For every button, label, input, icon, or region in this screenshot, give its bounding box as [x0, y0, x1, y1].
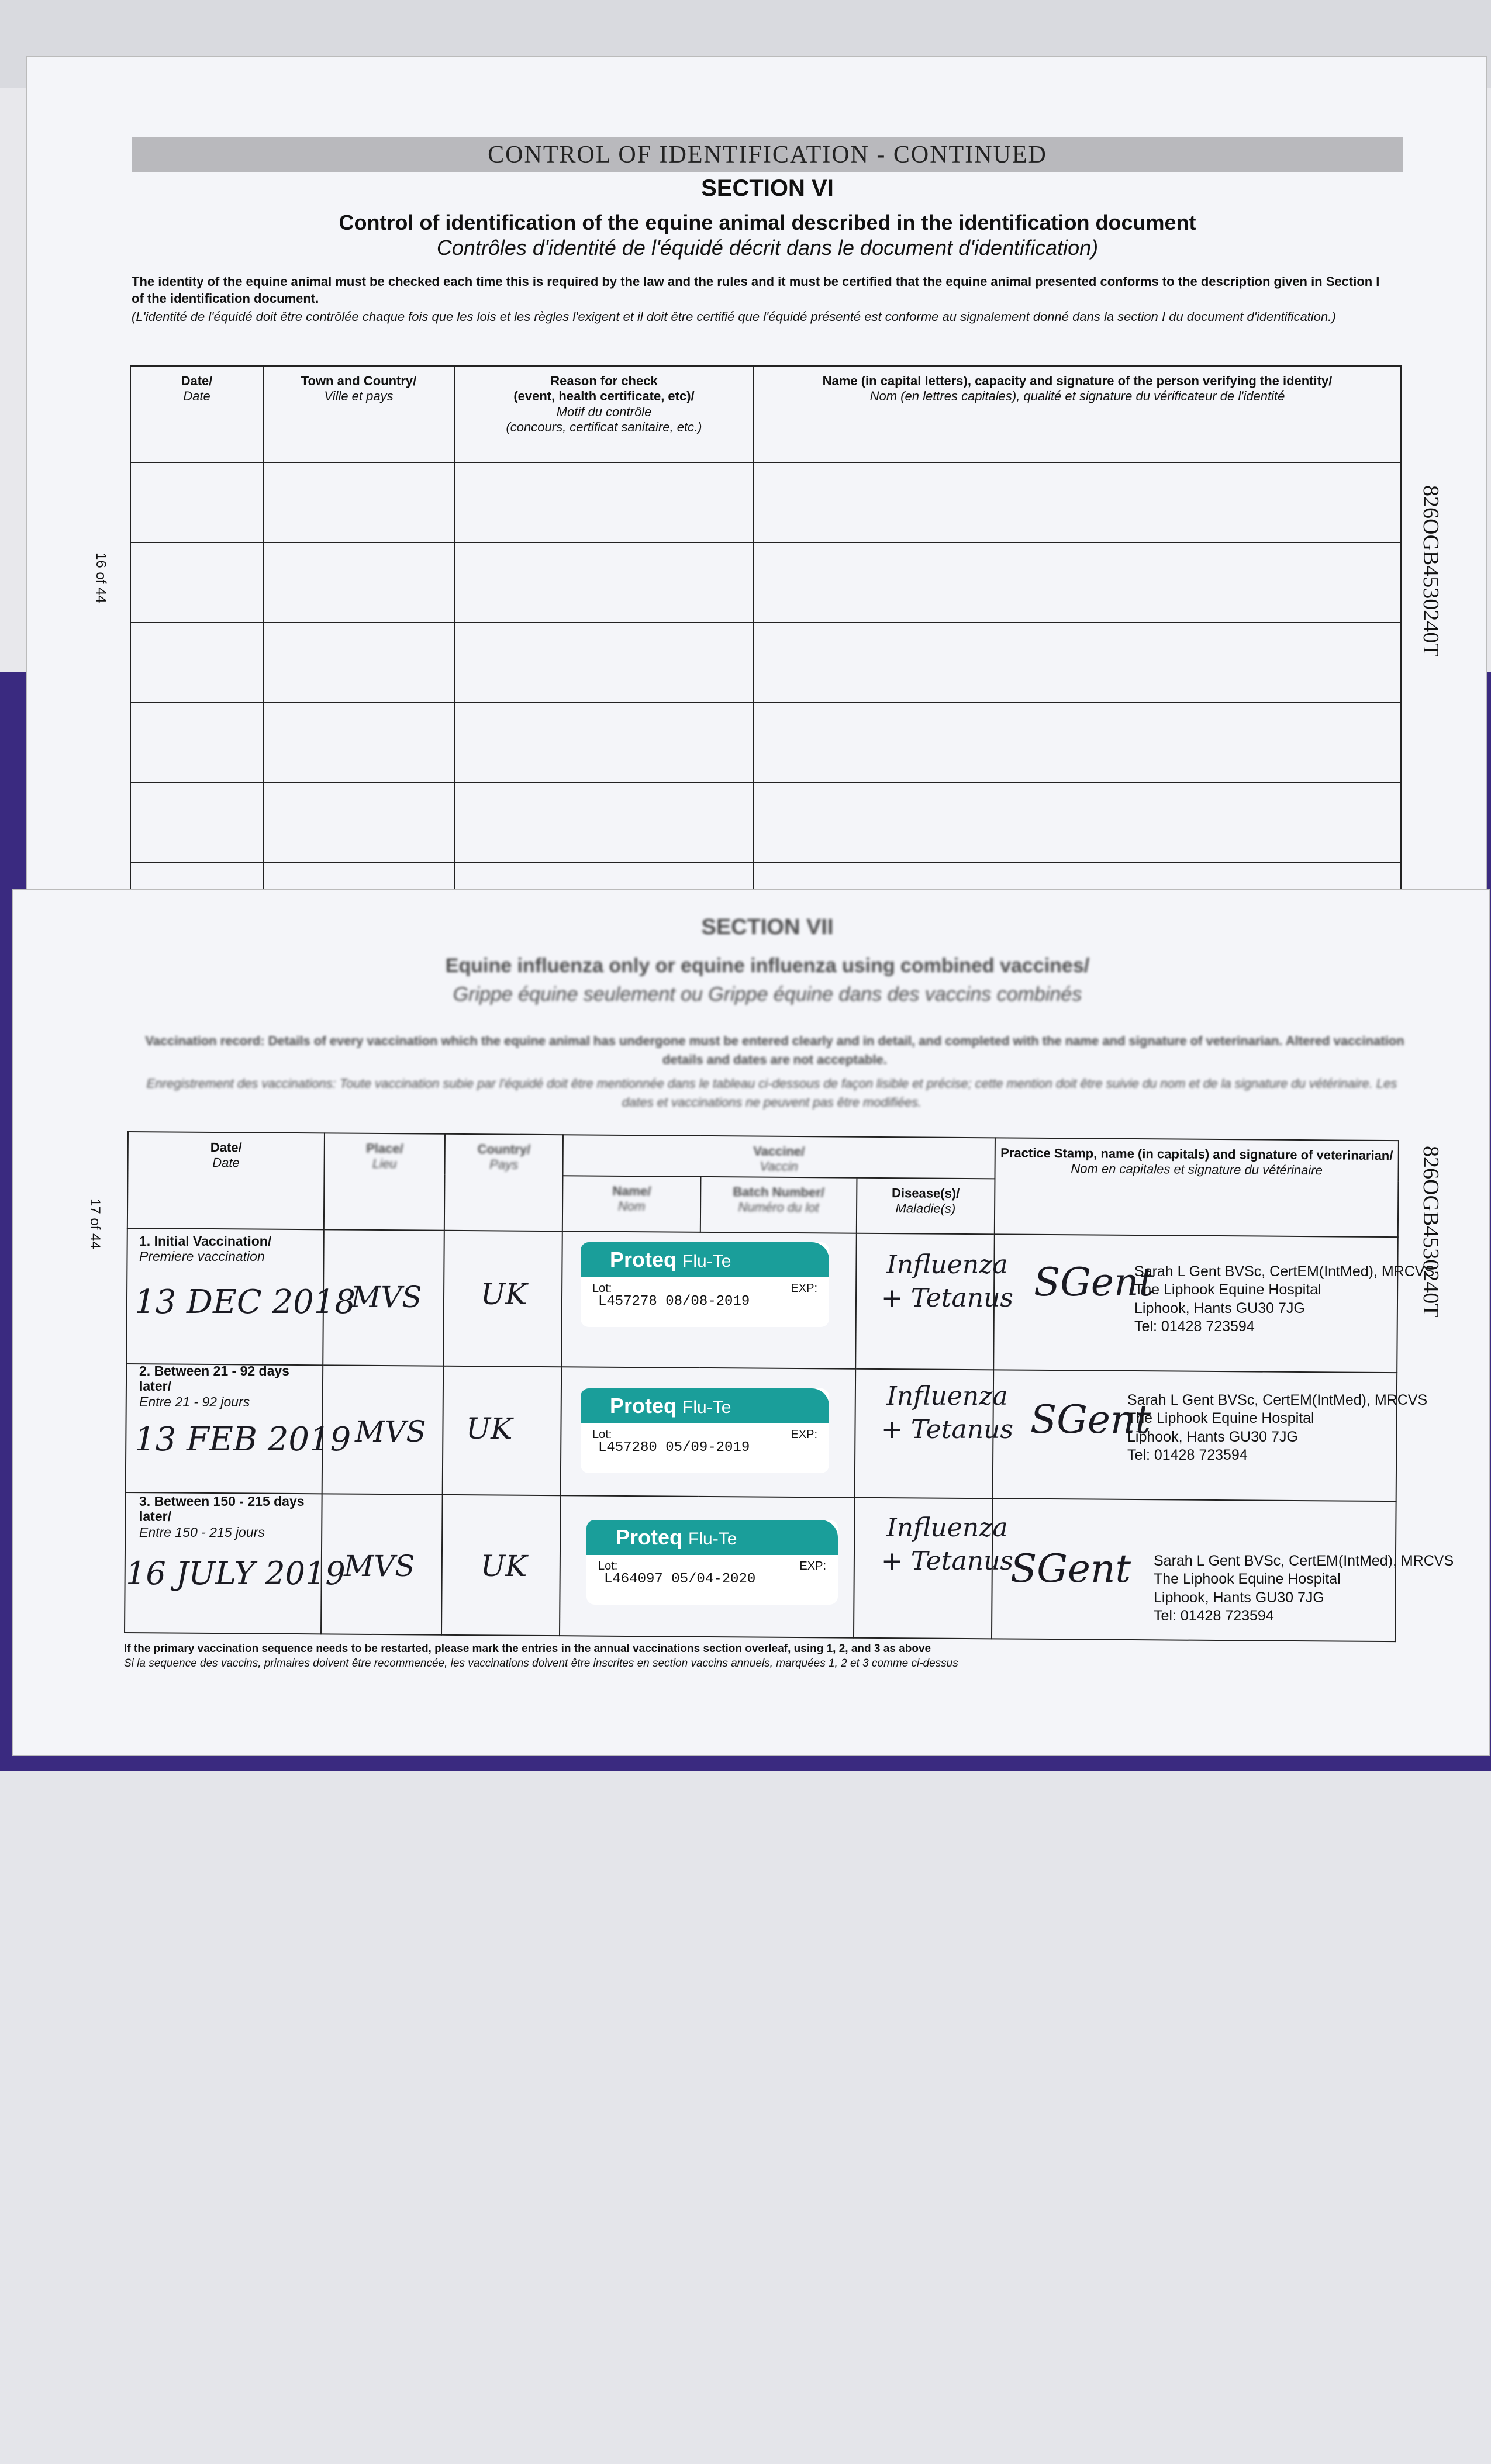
- col-date: Date/ Date: [130, 366, 263, 462]
- banner-control-identification: CONTROL OF IDENTIFICATION - CONTINUED: [132, 137, 1403, 172]
- row1-date: 13 DEC 2018: [134, 1283, 356, 1321]
- table-row: [130, 623, 1401, 703]
- row1-vaccine-brand: Proteq Flu-Te: [581, 1242, 829, 1277]
- row1-country: UK: [481, 1277, 527, 1311]
- row2-disease: Influenza + Tetanus: [881, 1381, 1013, 1445]
- identity-check-table: [130, 365, 1402, 896]
- section-vi-title-fr: Contrôles d'identité de l'équidé décrit dans le document d'identification): [436, 236, 1099, 260]
- table-row: [130, 783, 1401, 863]
- row3-signature: SGent: [1010, 1546, 1131, 1591]
- col-batch-number: Batch Number/ Numéro du lot: [700, 1177, 857, 1233]
- col-disease: Disease(s)/ Maladie(s): [856, 1178, 995, 1235]
- scan-background-bottom: [0, 1771, 1491, 2464]
- col-place: Place/ Lieu: [324, 1133, 446, 1230]
- row1-place: MVS: [351, 1280, 422, 1314]
- col-country: Country/ Pays: [444, 1134, 563, 1231]
- row3-vaccine-brand: Proteq Flu-Te: [586, 1520, 838, 1555]
- row1-practice-stamp: Sarah L Gent BVSc, CertEM(IntMed), MRCVS The Liphook Equine Hospital Liphook, Hants GU30 7JG Tel: 01428 723594: [1134, 1263, 1435, 1335]
- row3-vaccine-sticker: Proteq Flu-Te Lot: EXP: L464097 05/04-2020: [586, 1520, 838, 1605]
- table-row: [130, 703, 1401, 783]
- col-town-country: Town and Country/ Ville et pays: [263, 366, 454, 462]
- row2-date: 13 FEB 2019: [134, 1421, 351, 1459]
- row2-signature: SGent: [1030, 1397, 1151, 1442]
- section-vi-intro-en: The identity of the equine animal must be checked each time this is required by the law and the rules and it must be certified that the equine animal presented conforms to the description given in Section I of the identification document.: [132, 274, 1380, 306]
- row1-disease: Influenza + Tetanus: [881, 1250, 1013, 1314]
- section-vii-title-fr: Grippe équine seulement ou Grippe équine dans des vaccins combinés: [453, 983, 1082, 1005]
- row3-batch: L464097 05/04-2020: [604, 1571, 756, 1587]
- row2-vaccine-brand: Proteq Flu-Te: [581, 1388, 829, 1423]
- vaccination-record-fr: Enregistrement des vaccinations: Toute vaccination subie par l'équidé doit être mentionnée dans le tableau ci-dessous de façon lisible et précise; cette mention doit être suivie du nom et de la signature du vétérinaire. Les dates et vaccinations ne peuvent pas être modifiées.: [146, 1076, 1397, 1110]
- document-number-top: 826OGB4530240T: [1418, 485, 1443, 657]
- section-vii-title-en: Equine influenza only or equine influenza using combined vaccines/: [445, 955, 1090, 977]
- row2-label: 2. Between 21 - 92 days later/ Entre 21 - 92 jours: [139, 1363, 289, 1409]
- row3-practice-stamp: Sarah L Gent BVSc, CertEM(IntMed), MRCVS The Liphook Equine Hospital Liphook, Hants GU30 7JG Tel: 01428 723594: [1154, 1553, 1454, 1624]
- section-vi-heading: SECTION VI: [701, 175, 834, 201]
- row1-signature: SGent: [1034, 1260, 1155, 1305]
- vaccination-record-en: Vaccination record: Details of every vaccination which the equine animal has undergone must be entered clearly and in detail, and completed with the name and signature of veterinarian. Altered vaccination details and dates are not acceptable.: [145, 1034, 1404, 1067]
- col-vacc-date: Date/ Date: [127, 1132, 325, 1229]
- row1-label: 1. Initial Vaccination/ Premiere vaccination: [139, 1233, 272, 1264]
- table-row: [130, 542, 1401, 623]
- page-number-17: 17 of 44: [87, 1198, 103, 1249]
- page-number-16: 16 of 44: [93, 552, 109, 603]
- col-reason: Reason for check (event, health certificate, etc)/ Motif du contrôle (concours, certificat sanitaire, etc.): [454, 366, 754, 462]
- section-vi-intro-fr: (L'identité de l'équidé doit être contrôlée chaque fois que les lois et les règles l'exigent et il doit être certifié que l'équidé présenté est conforme au signalement donné dans la section I du document d'identification.): [132, 309, 1336, 324]
- document-number-bottom: 826OGB4530240T: [1418, 1146, 1443, 1318]
- table-row: [130, 462, 1401, 542]
- row1-batch: L457278 08/08-2019: [598, 1294, 750, 1309]
- section-vi-title-en: Control of identification of the equine animal described in the identification document: [339, 210, 1196, 234]
- row3-disease: Influenza + Tetanus: [881, 1513, 1013, 1577]
- col-vaccine-name: Name/ Nom: [562, 1176, 701, 1232]
- col-verifier: Name (in capital letters), capacity and signature of the person verifying the identity/ Nom (en lettres capitales), qualité et signature du vérificateur de l'identité: [754, 366, 1401, 462]
- footnote-fr: Si la sequence des vaccins, primaires doivent être recommencée, les vaccinations doivent être inscrites en section vaccins annuels, marquées 1, 2 et 3 comme ci-dessus: [124, 1657, 958, 1670]
- row3-place: MVS: [344, 1549, 415, 1583]
- row2-country: UK: [466, 1412, 513, 1446]
- row3-label: 3. Between 150 - 215 days later/ Entre 150 - 215 jours: [139, 1494, 305, 1540]
- row2-place: MVS: [355, 1415, 426, 1449]
- row2-practice-stamp: Sarah L Gent BVSc, CertEM(IntMed), MRCVS The Liphook Equine Hospital Liphook, Hants GU30 7JG Tel: 01428 723594: [1127, 1392, 1428, 1463]
- row3-date: 16 JULY 2019: [126, 1555, 346, 1592]
- col-practice-stamp: Practice Stamp, name (in capitals) and signature of veterinarian/ Nom en capitales et signature du vétérinaire: [995, 1138, 1399, 1237]
- row1-vaccine-sticker: Proteq Flu-Te Lot: EXP: L457278 08/08-2019: [581, 1242, 829, 1327]
- section-vii-heading: SECTION VII: [701, 915, 834, 939]
- col-vaccine: Vaccine/ Vaccin: [562, 1135, 995, 1179]
- row2-vaccine-sticker: Proteq Flu-Te Lot: EXP: L457280 05/09-2019: [581, 1388, 829, 1473]
- footnote-en: If the primary vaccination sequence needs to be restarted, please mark the entries in the annual vaccinations section overleaf, using 1, 2, and 3 as above: [124, 1643, 931, 1655]
- row2-batch: L457280 05/09-2019: [598, 1440, 750, 1456]
- row3-country: UK: [481, 1549, 527, 1583]
